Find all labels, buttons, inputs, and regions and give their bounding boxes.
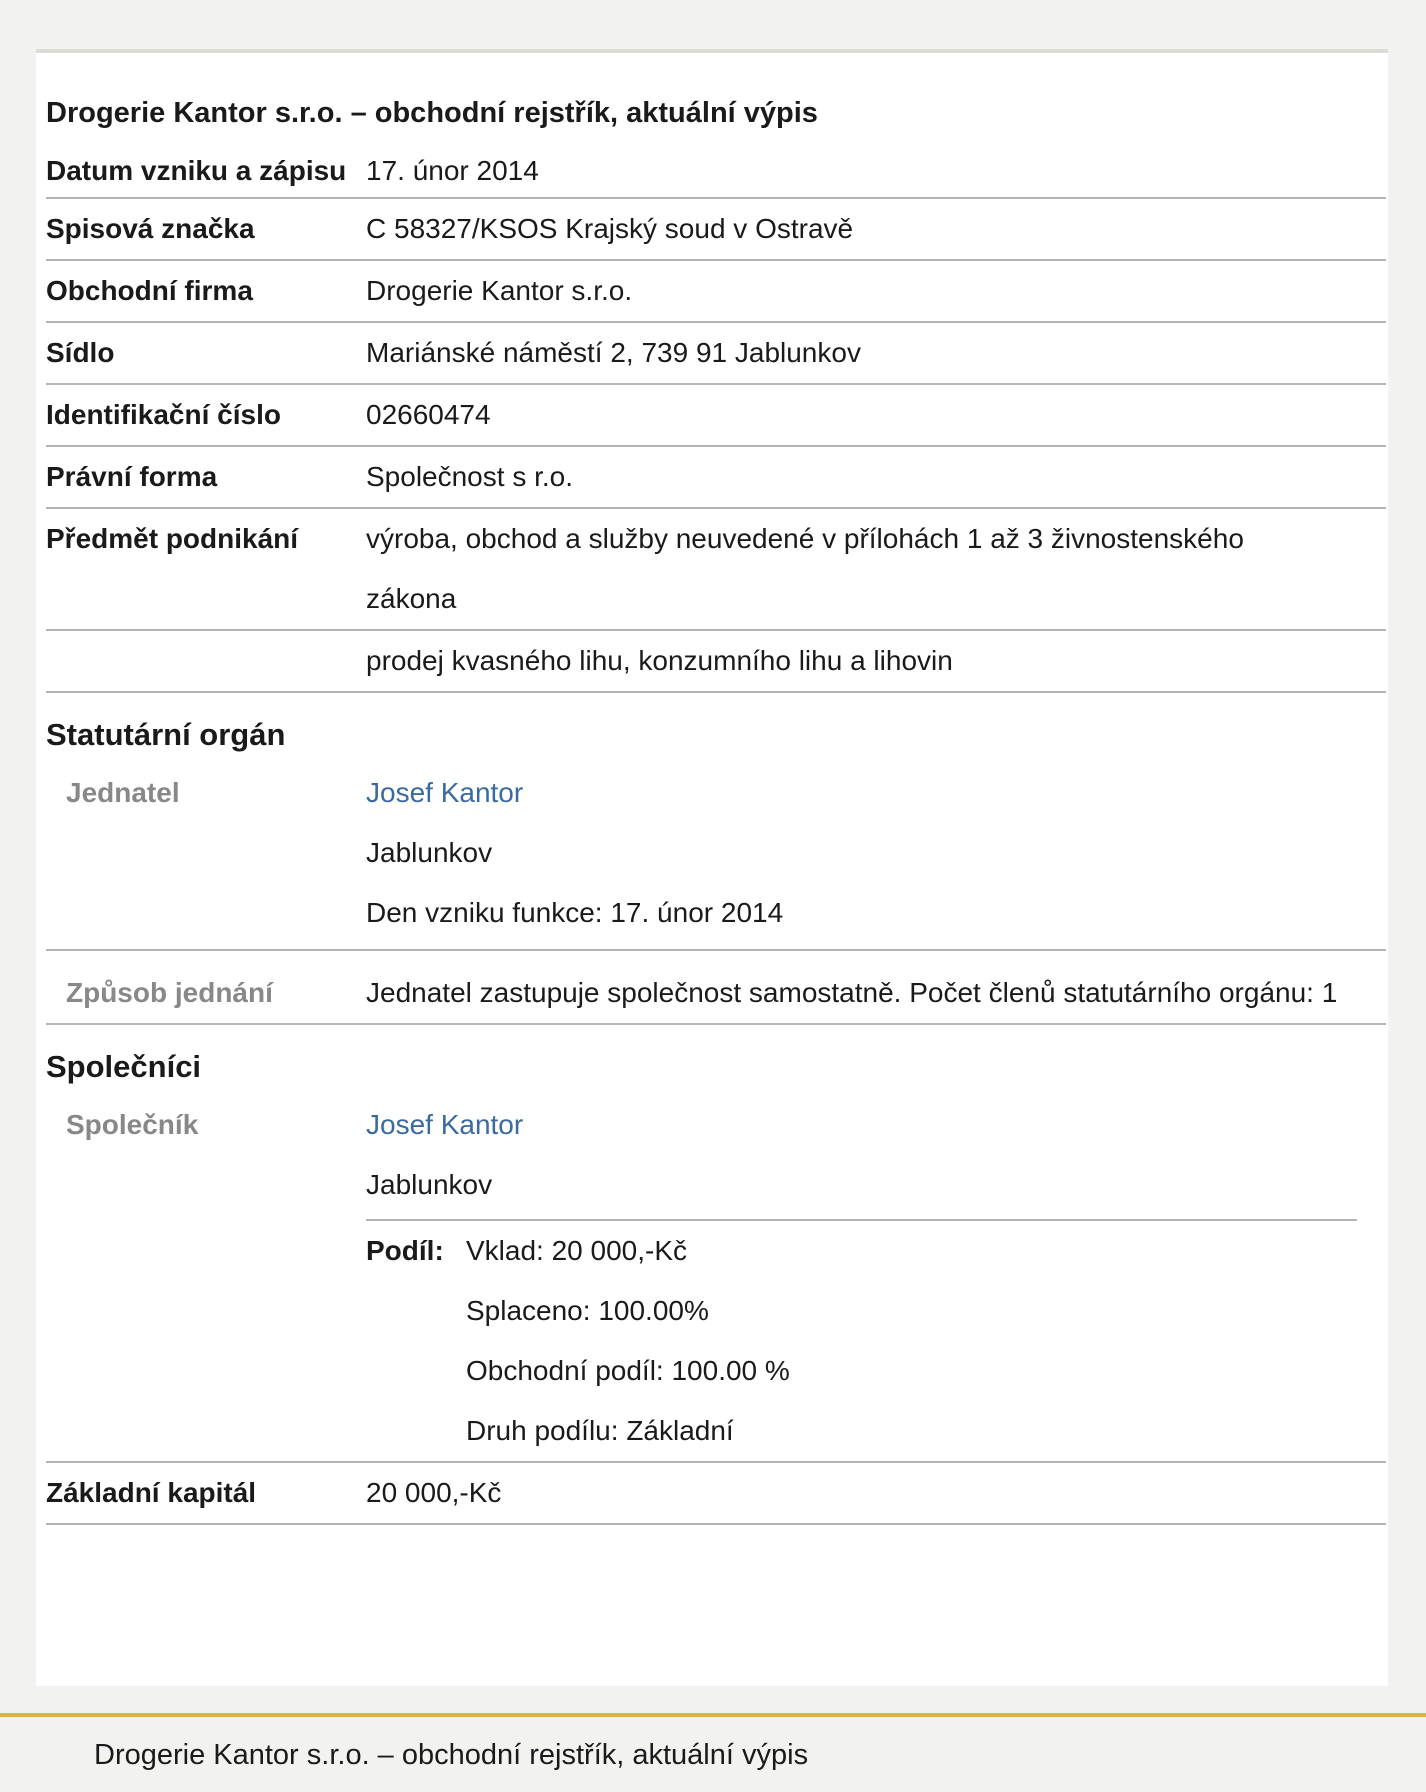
row-label: Základní kapitál xyxy=(46,1477,257,1508)
share-splaceno: Splaceno: 100.00% xyxy=(466,1295,709,1326)
row-value: 02660474 xyxy=(366,399,491,430)
row-label: Datum vzniku a zápisu xyxy=(46,155,347,186)
jednatel-details xyxy=(366,763,1386,943)
share-block xyxy=(366,1221,1386,1461)
row-label: Společník xyxy=(66,1109,199,1140)
row-label: Sídlo xyxy=(46,337,115,368)
row-predmet xyxy=(46,509,1386,631)
share-vklad: Vklad: 20 000,-Kč xyxy=(466,1235,688,1266)
row-predmet-2 xyxy=(46,631,1386,693)
row-value: prodej kvasného lihu, konzumního lihu a lihovin xyxy=(366,645,953,676)
row-value: Mariánské náměstí 2, 739 91 Jablunkov xyxy=(366,337,861,368)
page-title: Drogerie Kantor s.r.o. – obchodní rejstřík, aktuální výpis xyxy=(46,97,818,129)
row-zpusob xyxy=(46,951,1386,1025)
row-value: C 58327/KSOS Krajský soud v Ostravě xyxy=(366,213,854,244)
share-label: Podíl: xyxy=(366,1235,444,1266)
row-jednatel xyxy=(46,763,1386,951)
footer-title: Drogerie Kantor s.r.o. – obchodní rejstřík, aktuální výpis xyxy=(94,1739,809,1771)
jednatel-city: Jablunkov xyxy=(366,837,493,868)
row-value: Drogerie Kantor s.r.o. xyxy=(366,275,633,306)
row-forma xyxy=(46,447,1386,509)
register-panel xyxy=(36,49,1388,1686)
row-value: 20 000,-Kč xyxy=(366,1477,502,1508)
row-label: Právní forma xyxy=(46,461,218,492)
spolecnik-details xyxy=(366,1095,1386,1461)
row-sidlo xyxy=(46,323,1386,385)
row-label: Jednatel xyxy=(66,777,180,808)
section-spolecnici: Společníci xyxy=(46,1049,202,1084)
row-datum xyxy=(46,145,1386,199)
row-label: Způsob jednání xyxy=(66,977,273,1008)
spolecnik-city: Jablunkov xyxy=(366,1169,493,1200)
row-value: výroba, obchod a služby neuvedené v přílohách 1 až 3 živnostenského zákona xyxy=(366,523,1244,614)
row-ico xyxy=(46,385,1386,447)
share-values xyxy=(466,1221,790,1461)
row-firma xyxy=(46,261,1386,323)
jednatel-since: Den vzniku funkce: 17. únor 2014 xyxy=(366,897,784,928)
row-label: Identifikační číslo xyxy=(46,399,281,430)
row-label: Obchodní firma xyxy=(46,275,253,306)
row-label-empty xyxy=(46,631,366,691)
row-spisova xyxy=(46,199,1386,261)
register-content xyxy=(46,95,1386,1525)
share-druh: Druh podílu: Základní xyxy=(466,1415,734,1446)
row-value: Jednatel zastupuje společnost samostatně. Počet členů statutárního orgánu: 1 xyxy=(366,977,1338,1008)
row-kapital xyxy=(46,1463,1386,1525)
jednatel-name-link[interactable]: Josef Kantor xyxy=(366,777,524,808)
footer xyxy=(0,1713,1426,1792)
section-statutarni: Statutární orgán xyxy=(46,717,286,752)
row-label: Předmět podnikání xyxy=(46,523,299,554)
row-value: Společnost s r.o. xyxy=(366,461,574,492)
share-obchodni-podil: Obchodní podíl: 100.00 % xyxy=(466,1355,790,1386)
row-label: Spisová značka xyxy=(46,213,255,244)
row-spolecnik xyxy=(46,1095,1386,1463)
row-value: 17. únor 2014 xyxy=(366,155,539,186)
spolecnik-name-link[interactable]: Josef Kantor xyxy=(366,1109,524,1140)
